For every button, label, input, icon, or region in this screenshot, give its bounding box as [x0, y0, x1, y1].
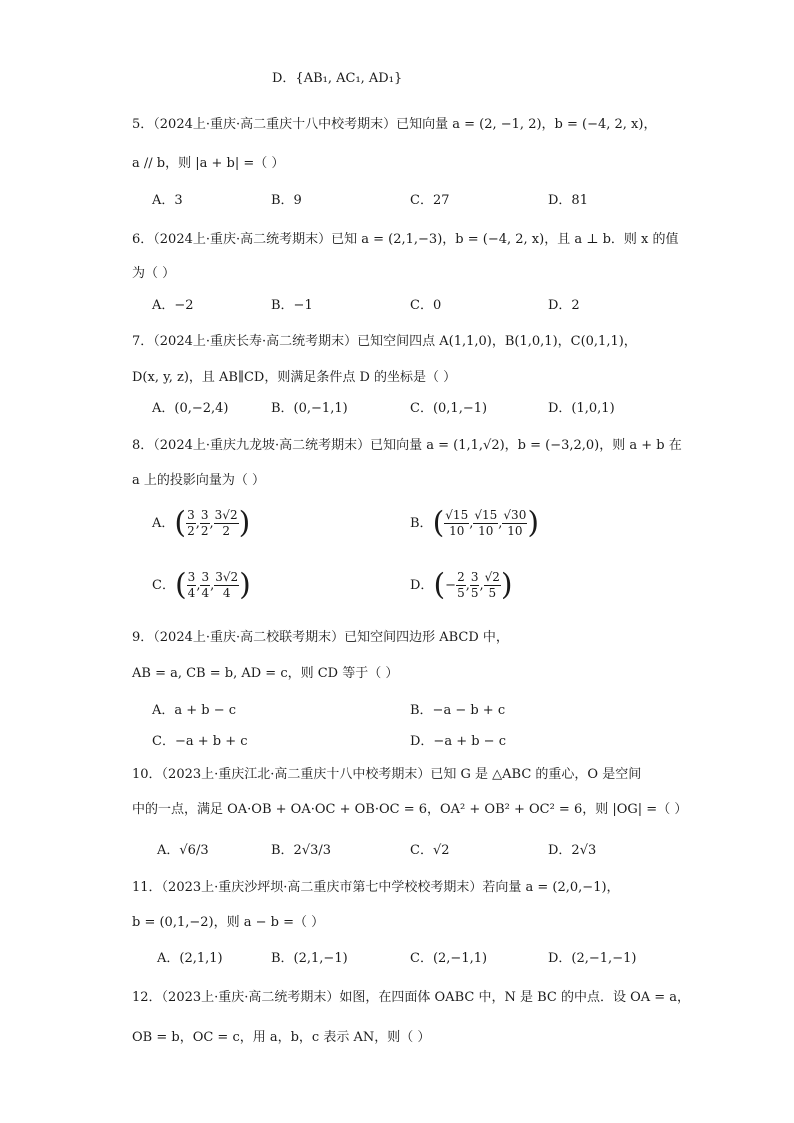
question-7-line-2: D(x, y, z)，且 AB∥CD，则满足条件点 D 的坐标是（ ） [132, 370, 457, 385]
q11-option-b: B．(2,1,−1) [271, 951, 348, 966]
q9-option-d: D．−a + b − c [410, 734, 506, 749]
q11-option-c: C．(2,−1,1) [410, 951, 488, 966]
question-11-line-2: b = (0,1,−2)，则 a − b =（ ） [132, 915, 325, 930]
question-12-line-1: 12．（2023上·重庆·高二统考期末）如图，在四面体 OABC 中，N 是 BC 的中点．设 OA = a， [132, 990, 691, 1005]
q11-option-a: A．(2,1,1) [157, 951, 223, 966]
q6-option-a: A．−2 [152, 298, 194, 313]
q5-option-a: A．3 [152, 193, 183, 208]
question-5-line-1: 5．（2024上·重庆·高二重庆十八中校考期末）已知向量 a = (2, −1, 2)，b = (−4, 2, x)， [132, 117, 657, 132]
q5-option-b: B．9 [271, 193, 302, 208]
q10-option-c: C．√2 [410, 843, 450, 858]
question-11-line-1: 11．（2023上·重庆沙坪坝·高二重庆市第七中学校校考期末）若向量 a = (2,0,−1)， [132, 880, 620, 895]
q5-option-d: D．81 [548, 193, 588, 208]
question-5-line-2: a // b，则 |a + b| =（ ） [132, 156, 285, 171]
question-8-line-2: a 上的投影向量为（ ） [132, 473, 266, 488]
q10-option-d: D．2√3 [548, 843, 597, 858]
q8-option-c: C．( $\frac{3}{4}$ , $\frac{3}{4}$ , $\frac{3√2}{4}$ ) [152, 567, 251, 603]
q6-option-c: C．0 [410, 298, 442, 313]
q7-option-b: B．(0,−1,1) [271, 401, 348, 416]
q8-option-b: B．( $\frac{√15}{10}$ , $\frac{√15}{10}$ , $\frac{√30}{10}$ ) [410, 505, 540, 541]
question-7-line-1: 7．（2024上·重庆长寿·高二统考期末）已知空间四点 A(1,1,0)，B(1,0,1)，C(0,1,1)， [132, 334, 637, 349]
question-6-line-2: 为（ ） [132, 266, 176, 281]
question-10-line-1: 10．（2023上·重庆江北·高二重庆十八中校考期末）已知 G 是 △ABC 的重心，O 是空间 [132, 767, 642, 782]
q5-option-c: C．27 [410, 193, 450, 208]
q9-option-b: B．−a − b + c [410, 703, 506, 718]
question-12-line-2: OB = b，OC = c，用 a，b，c 表示 AN，则（ ） [132, 1030, 431, 1045]
q6-option-d: D．2 [548, 298, 580, 313]
q9-option-c: C．−a + b + c [152, 734, 248, 749]
q7-option-a: A．(0,−2,4) [152, 401, 229, 416]
option-d-prev: D．{AB₁, AC₁, AD₁} [272, 71, 403, 86]
q10-option-b: B．2√3/3 [271, 843, 332, 858]
q6-option-b: B．−1 [271, 298, 313, 313]
q10-option-a: A．√6/3 [157, 843, 209, 858]
q8-option-a: A．( $\frac{3}{2}$ , $\frac{3}{2}$ , $\frac{3√2}{2}$ ) [152, 505, 251, 541]
question-9-line-2: AB = a, CB = b, AD = c，则 CD 等于（ ） [132, 666, 399, 681]
question-9-line-1: 9．（2024上·重庆·高二校联考期末）已知空间四边形 ABCD 中， [132, 630, 509, 645]
q7-option-c: C．(0,1,−1) [410, 401, 488, 416]
q9-option-a: A．a + b − c [152, 703, 237, 718]
question-8-line-1: 8．（2024上·重庆九龙坡·高二统考期末）已知向量 a = (1,1,√2)，b = (−3,2,0)，则 a + b 在 [132, 438, 682, 453]
question-6-line-1: 6．（2024上·重庆·高二统考期末）已知 a = (2,1,−3)，b = (−4, 2, x)，且 a ⊥ b．则 x 的值 [132, 232, 679, 247]
q11-option-d: D．(2,−1,−1) [548, 951, 637, 966]
question-10-line-2: 中的一点，满足 OA·OB + OA·OC + OB·OC = 6，OA² + OB² + OC² = 6，则 |OG| =（ ） [132, 802, 688, 817]
q7-option-d: D．(1,0,1) [548, 401, 615, 416]
q8-option-d: D．(− $\frac{2}{5}$ , $\frac{3}{5}$ , $\frac{√2}{5}$ ) [410, 567, 513, 603]
